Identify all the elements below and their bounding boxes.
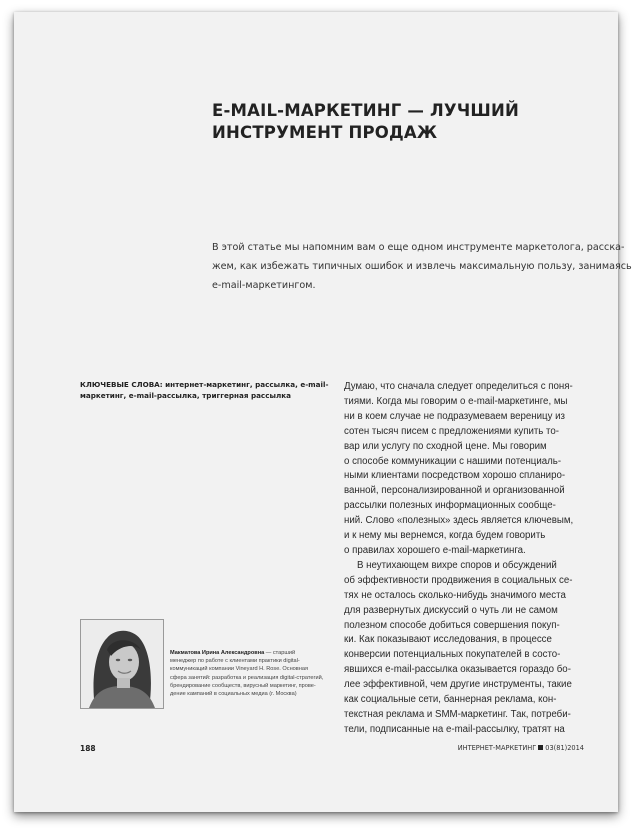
bio-line: коммуникаций компании Vineyard H. Rose. Основная [170,666,308,673]
body-line: для развернутых дискуссий о чуть ли не самом [344,604,558,616]
body-line: ни в коем случае не подразумеваем вереницу из [344,410,565,422]
running-footer [458,744,584,752]
author-photo [80,619,164,709]
body-line: текстная реклама и SMM-маркетинг. Так, потреби- [344,708,571,720]
lead-line: В этой статье мы напомним вам о еще одном инструменте маркетолога, расска- [212,242,625,253]
body-line: явшихся e-mail-рассылка оказывается гораздо бо- [344,664,571,676]
article-lead [212,238,632,295]
body-line: полезном способе добиться совершения покуп- [344,619,560,631]
body-line: В неутихающем вихре споров и обсуждений [357,559,557,571]
body-line: как социальные сети, баннерная реклама, кон- [344,694,557,706]
keywords-label: КЛЮЧЕВЫЕ СЛОВА: [80,380,163,389]
square-bullet-icon [538,745,543,750]
lead-line: e-mail-маркетингом. [212,280,316,291]
author-bio [170,649,330,698]
title-line: E-MAIL-МАРКЕТИНГ — ЛУЧШИЙ [212,101,519,120]
body-line: Думаю, что сначала следует определиться с поня- [344,381,573,392]
bio-role: — старший [264,650,296,656]
bio-line [170,649,330,657]
article-title [212,100,572,144]
body-line: вар или услугу по сходной цене. Мы говорим [344,440,547,452]
body-line: конверсии потенциальных покупателей в состо- [344,649,561,661]
keywords-line: маркетинг, e-mail-рассылка, триггерная рассылка [80,390,291,400]
issue-number: 03(81)2014 [545,744,584,752]
author-portrait-image [81,620,163,708]
body-line: о правилах хорошего e-mail-маркетинга. [344,544,526,556]
magazine-name: ИНТЕРНЕТ-МАРКЕТИНГ [457,744,537,752]
body-line: тели, подписанные на e-mail-рассылку, тратят на [344,723,565,735]
body-line: тях не осталось сколько-нибудь значимого места [344,589,566,601]
lead-line: жем, как избежать типичных ошибок и извлечь максимальную пользу, занимаясь [212,261,632,272]
keywords-block [80,380,329,401]
bio-line: брендирование сообществ, вирусный маркетинг, прове- [170,682,316,689]
keywords-text: интернет-маркетинг, рассылка, e-mail- [165,380,329,389]
title-line: ИНСТРУМЕНТ ПРОДАЖ [212,123,438,142]
body-line: сотен тысяч писем с предложениями купить то- [344,425,559,437]
body-line: ванной, персонализированной и организованной [344,485,565,497]
body-line: об эффективности продвижения в социальных се- [344,574,573,586]
bio-line: дение кампаний в социальных медиа (г. Москва) [170,691,297,698]
bio-line: сфера занятий: разработка и реализация digital-стратегий, [170,674,324,681]
body-line: ний. Слово «полезных» здесь является ключевым, [344,515,574,527]
body-line: лее эффективной, чем другие инструменты, такие [344,679,572,691]
bio-line: менеджер по работе с клиентами практики digital- [170,658,300,665]
body-line: о способе коммуникации с нашими потенциаль- [344,455,562,467]
page-number: 188 [80,744,96,753]
body-line: ки. Как показывают исследования, в процессе [344,634,552,646]
body-line: ными клиентами посредством хорошо спланиро- [344,470,566,482]
body-line: рассылки полезных информационных сообще- [344,500,556,512]
article-body [344,380,584,738]
body-line: тиями. Когда мы говорим о e-mail-маркетинге, мы [344,395,568,407]
author-name: Макматова Ирина Александровна [170,650,265,656]
body-line: и к нему мы вернемся, когда будем говорить [344,530,546,542]
keywords-line [80,380,329,391]
